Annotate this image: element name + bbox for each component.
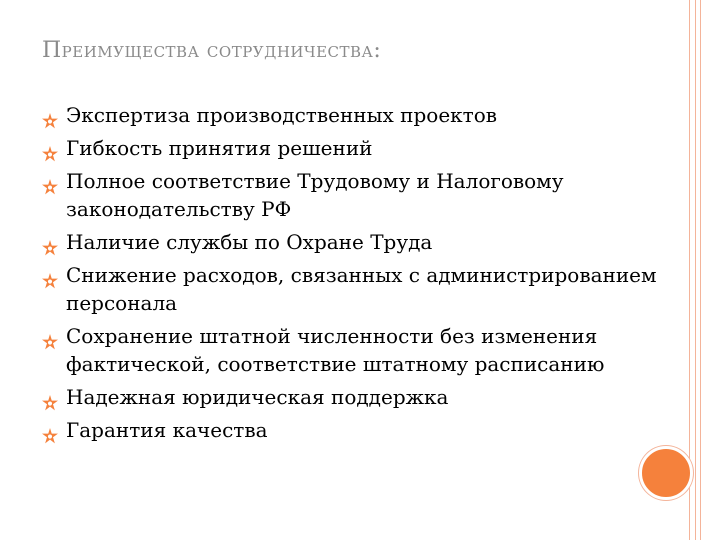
bullet-text: Надежная юридическая поддержка bbox=[66, 385, 449, 409]
star-bullet-icon bbox=[42, 141, 58, 157]
bullet-item bbox=[42, 134, 662, 162]
bullet-text: Наличие службы по Охране Труда bbox=[66, 230, 433, 254]
bullet-text: Сохранение штатной численности без изменения фактической, соответствие штатному расписанию bbox=[66, 324, 605, 376]
bullet-text: Снижение расходов, связанных с администрированием персонала bbox=[66, 263, 657, 315]
bullet-text: Гарантия качества bbox=[66, 418, 268, 442]
accent-circle bbox=[639, 446, 693, 500]
star-bullet-icon bbox=[42, 174, 58, 190]
bullet-item bbox=[42, 383, 662, 411]
star-bullet-icon bbox=[42, 108, 58, 124]
bullet-text: Гибкость принятия решений bbox=[66, 136, 373, 160]
star-bullet-icon bbox=[42, 423, 58, 439]
star-bullet-icon bbox=[42, 235, 58, 251]
bullet-item bbox=[42, 416, 662, 444]
bullet-item bbox=[42, 167, 662, 223]
bullet-item bbox=[42, 261, 662, 317]
bullet-text: Полное соответствие Трудовому и Налоговому законодательству РФ bbox=[66, 169, 564, 221]
slide-title: Преимущества сотрудничества: bbox=[42, 38, 382, 63]
bullet-text: Экспертиза производственных проектов bbox=[66, 103, 498, 127]
bullet-list bbox=[42, 101, 662, 449]
star-bullet-icon bbox=[42, 390, 58, 406]
bullet-item bbox=[42, 322, 662, 378]
bullet-item bbox=[42, 101, 662, 129]
star-bullet-icon bbox=[42, 268, 58, 284]
star-bullet-icon bbox=[42, 329, 58, 345]
frame-line bbox=[700, 0, 701, 540]
frame-line bbox=[695, 0, 696, 540]
bullet-item bbox=[42, 228, 662, 256]
